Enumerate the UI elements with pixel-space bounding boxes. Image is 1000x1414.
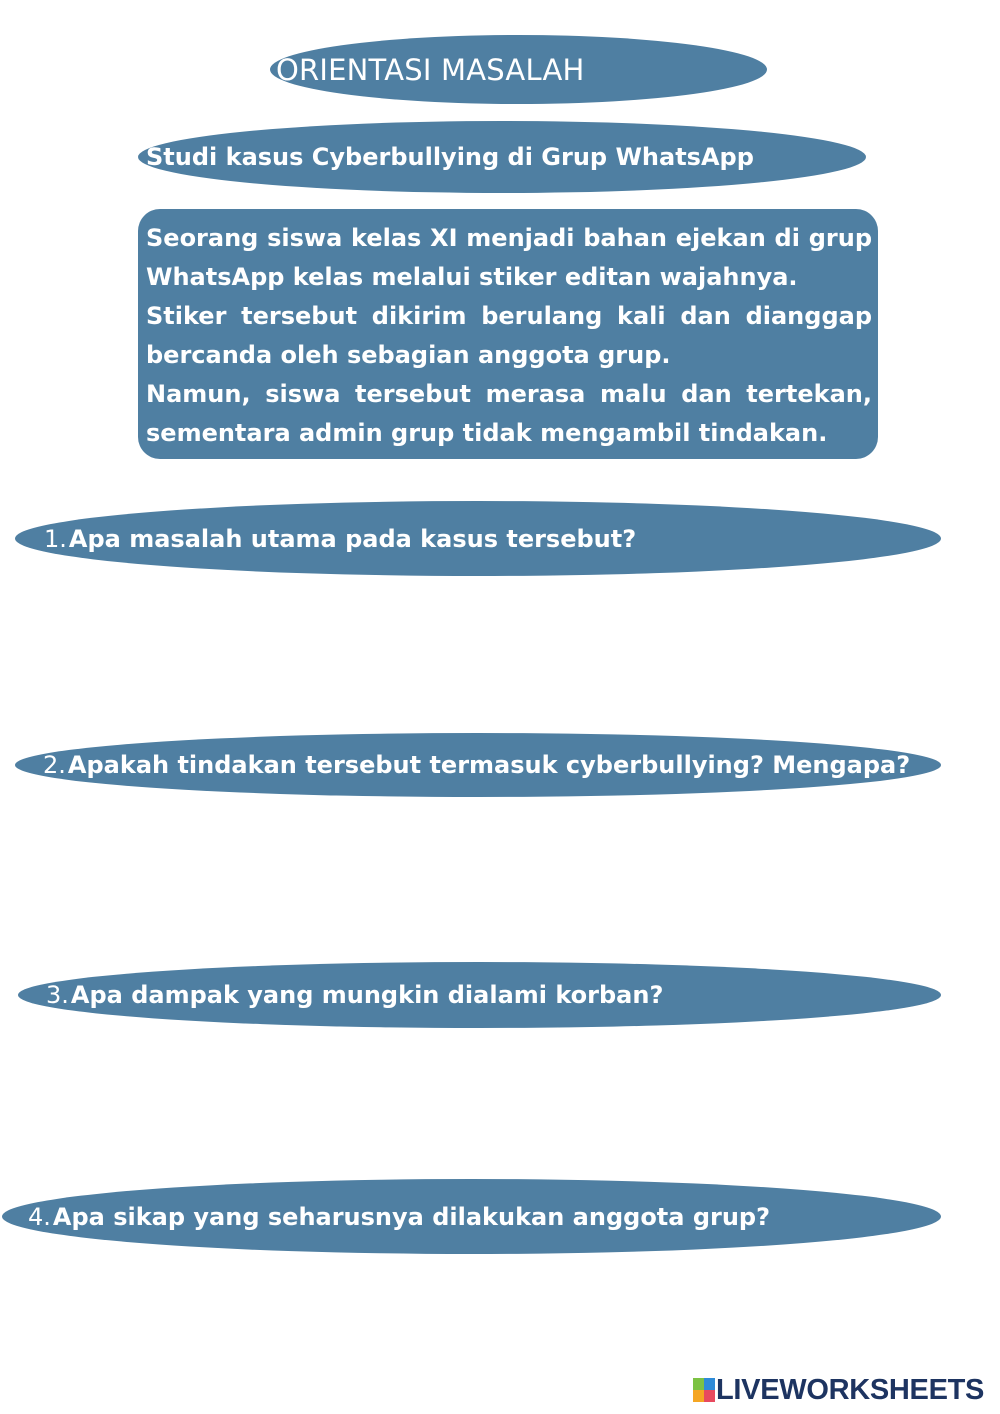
logo-text: LIVEWORKSHEETS (716, 1373, 985, 1406)
case-paragraph: Namun, siswa tersebut merasa malu dan tertekan, sementara admin grup tidak mengambil tindakan. (146, 380, 872, 447)
question-number: 3. (46, 981, 69, 1009)
question-number: 2. (43, 751, 66, 779)
page-title-text: ORIENTASI MASALAH (276, 52, 585, 87)
case-paragraph: Seorang siswa kelas XI menjadi bahan ejekan di grup WhatsApp kelas melalui stiker editan wajahnya. (146, 224, 872, 291)
question-1 (15, 501, 941, 576)
logo-mark-icon (693, 1378, 715, 1402)
case-paragraph: Stiker tersebut dikirim berulang kali dan dianggap bercanda oleh sebagian anggota grup. (146, 302, 872, 369)
question-text: Apakah tindakan tersebut termasuk cyberbullying? Mengapa? (67, 751, 911, 779)
question-text: Apa sikap yang seharusnya dilakukan anggota grup? (52, 1202, 771, 1231)
question-3 (18, 962, 941, 1028)
case-study-heading (138, 121, 866, 193)
question-text: Apa dampak yang mungkin dialami korban? (70, 981, 664, 1009)
page-title (270, 35, 767, 104)
case-description-box (138, 209, 878, 459)
question-number: 4. (28, 1202, 51, 1231)
case-study-heading-text: Studi kasus Cyberbullying di Grup WhatsApp (146, 143, 754, 171)
question-number: 1. (44, 524, 67, 553)
question-text: Apa masalah utama pada kasus tersebut? (68, 524, 637, 553)
liveworksheets-logo (693, 1374, 984, 1406)
question-4 (2, 1179, 941, 1254)
question-2 (15, 733, 941, 797)
